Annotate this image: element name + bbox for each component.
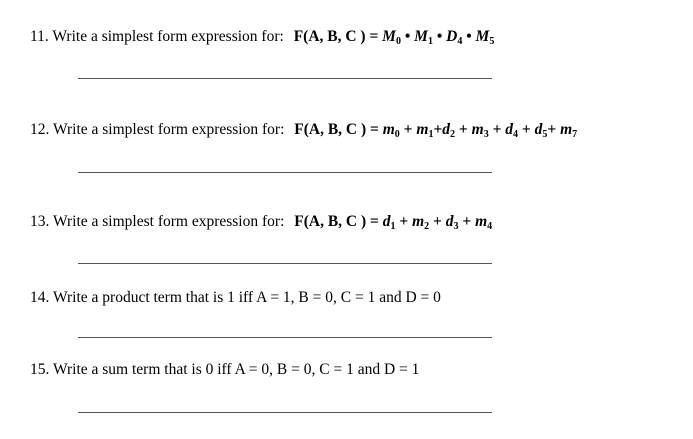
question-11 [30, 27, 494, 47]
term-symbol: D [446, 28, 458, 45]
term-symbol: d [382, 213, 391, 230]
term-symbol: M [382, 28, 396, 45]
term-operator: • [462, 28, 476, 45]
term-subscript: 1 [428, 129, 434, 140]
term-subscript: 4 [513, 129, 519, 140]
question-13 [30, 212, 492, 232]
question-number: 11. [30, 28, 49, 45]
answer-line-15[interactable] [78, 412, 492, 413]
term-symbol: M [475, 28, 490, 45]
expression [383, 213, 492, 230]
question-number: 15. [30, 361, 50, 378]
expression [383, 121, 577, 138]
term-subscript: 5 [542, 129, 548, 140]
answer-line-11[interactable] [78, 78, 492, 79]
question-prompt: Write a sum term that is 0 iff A = 0, B = 0, C = 1 and D = 1 [52, 361, 420, 378]
term-symbol: m [412, 213, 425, 230]
term-subscript: 2 [450, 129, 456, 140]
term-symbol: m [560, 121, 573, 138]
term-operator: + [488, 121, 506, 138]
question-prompt: Write a simplest form expression for: [52, 213, 285, 230]
term-subscript: 2 [424, 221, 430, 232]
term-subscript: 0 [395, 36, 401, 47]
term-symbol: d [534, 121, 543, 138]
question-14 [30, 288, 441, 308]
term-subscript: 4 [457, 36, 463, 47]
term-symbol: m [471, 121, 484, 138]
answer-line-13[interactable] [78, 263, 492, 264]
answer-line-14[interactable] [78, 337, 492, 338]
term-operator: + [547, 121, 561, 138]
term-operator: + [433, 121, 443, 138]
term-subscript: 4 [487, 221, 493, 232]
term-symbol: m [382, 121, 395, 138]
term-symbol: m [475, 213, 488, 230]
question-15 [30, 360, 419, 380]
term-operator: + [458, 213, 476, 230]
question-prompt: Write a simplest form expression for: [52, 28, 284, 45]
expression [382, 28, 494, 45]
term-symbol: m [416, 121, 429, 138]
term-subscript: 3 [453, 221, 459, 232]
term-operator: + [455, 121, 472, 138]
term-subscript: 1 [390, 221, 396, 232]
question-prompt: Write a product term that is 1 iff A = 1, B = 0, C = 1 and D = 0 [52, 289, 441, 306]
answer-line-12[interactable] [78, 172, 492, 173]
term-subscript: 7 [572, 129, 578, 140]
term-symbol: M [414, 28, 428, 45]
term-operator: • [432, 28, 447, 45]
term-operator: + [395, 213, 413, 230]
function-label: F(A, B, C ) = [294, 213, 379, 230]
term-subscript: 1 [427, 36, 433, 47]
question-number: 14. [30, 289, 50, 306]
term-operator: + [518, 121, 535, 138]
term-operator: + [429, 213, 446, 230]
term-operator: + [399, 121, 417, 138]
function-label: F(A, B, C ) = [294, 121, 379, 138]
term-symbol: d [445, 213, 454, 230]
question-12 [30, 120, 577, 140]
term-subscript: 5 [489, 36, 495, 47]
term-subscript: 0 [394, 129, 400, 140]
term-symbol: d [442, 121, 451, 138]
question-number: 13. [30, 213, 50, 230]
term-symbol: d [505, 121, 514, 138]
question-number: 12. [30, 121, 50, 138]
function-label: F(A, B, C ) = [293, 28, 379, 45]
question-prompt: Write a simplest form expression for: [52, 121, 285, 138]
term-operator: • [400, 28, 415, 45]
term-subscript: 3 [483, 129, 489, 140]
